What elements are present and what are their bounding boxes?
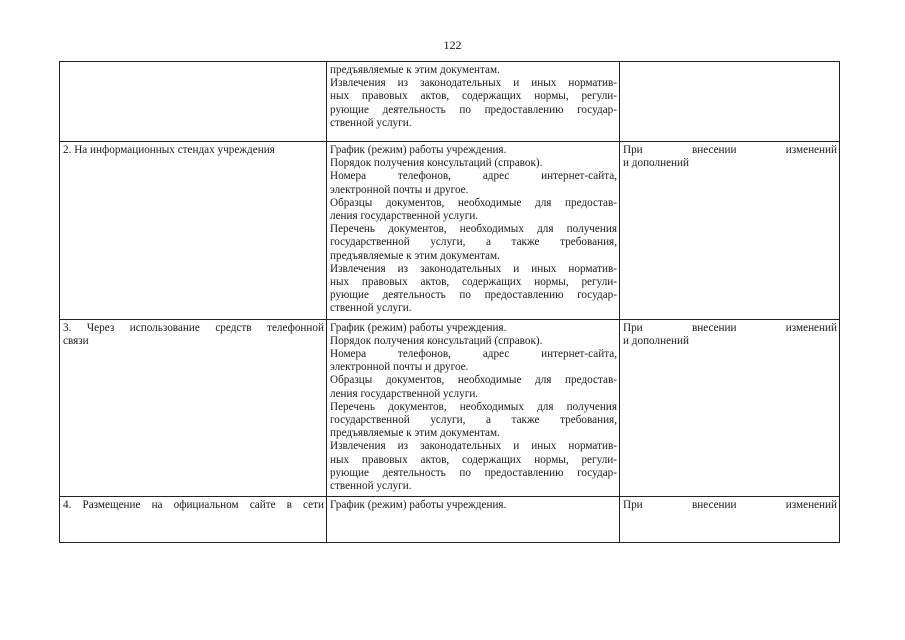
info-cell bbox=[327, 497, 620, 543]
info-line: электронной почты и другое. bbox=[330, 361, 469, 374]
info-line: государственной услуги, а также требования, bbox=[330, 414, 617, 427]
info-line: ных правовых актов, содержащих нормы, регули- bbox=[330, 453, 617, 466]
info-line: График (режим) работы учреждения. bbox=[330, 144, 507, 156]
info-line: Номера телефонов, адрес интернет-сайта, bbox=[330, 170, 617, 183]
info-line: Перечень документов, необходимых для получения bbox=[330, 223, 617, 236]
table-row bbox=[60, 319, 840, 497]
frequency-line: и дополнений bbox=[623, 334, 689, 347]
info-line: предъявляемые к этим документам. bbox=[330, 64, 500, 76]
info-line: Извлечения из законодательных и иных норматив- bbox=[330, 440, 617, 453]
info-line: Образцы документов, необходимые для предостав- bbox=[330, 374, 617, 387]
info-line: ственной услуги. bbox=[330, 116, 412, 129]
info-line: Порядок получения консультаций (справок). bbox=[330, 334, 543, 347]
info-line: ления государственной услуги. bbox=[330, 387, 479, 400]
info-cell bbox=[327, 319, 620, 497]
info-line: Порядок получения консультаций (справок). bbox=[330, 157, 543, 170]
frequency-cell bbox=[620, 319, 840, 497]
method-line: 3. Через использование средств телефонной bbox=[63, 321, 324, 334]
method-cell bbox=[60, 319, 327, 497]
frequency-line: и дополнений bbox=[623, 157, 689, 170]
method-line: 4. Размещение на официальном сайте в сети bbox=[63, 499, 324, 512]
info-line: рующие деятельность по предоставлению государ- bbox=[330, 103, 617, 116]
info-line: рующие деятельность по предоставлению государ- bbox=[330, 466, 617, 479]
method-line: связи bbox=[63, 334, 89, 347]
method-cell bbox=[60, 62, 327, 142]
information-table bbox=[59, 61, 840, 543]
frequency-line: При внесении изменений bbox=[623, 144, 837, 156]
info-line: Извлечения из законодательных и иных норматив- bbox=[330, 262, 617, 275]
info-line: предъявляемые к этим документам. bbox=[330, 249, 500, 262]
info-line: Образцы документов, необходимые для предостав- bbox=[330, 196, 617, 209]
info-line: ления государственной услуги. bbox=[330, 210, 479, 223]
table-row bbox=[60, 142, 840, 320]
info-line: электронной почты и другое. bbox=[330, 183, 469, 196]
info-line: предъявляемые к этим документам. bbox=[330, 427, 500, 440]
frequency-line: При внесении изменений bbox=[623, 321, 837, 334]
table-body bbox=[60, 62, 840, 543]
frequency-cell bbox=[620, 142, 840, 320]
table-row bbox=[60, 62, 840, 142]
info-line: ственной услуги. bbox=[330, 480, 412, 493]
info-line: Номера телефонов, адрес интернет-сайта, bbox=[330, 348, 617, 361]
info-line: График (режим) работы учреждения. bbox=[330, 321, 507, 334]
frequency-cell bbox=[620, 62, 840, 142]
info-cell bbox=[327, 142, 620, 320]
frequency-cell bbox=[620, 497, 840, 543]
method-cell bbox=[60, 497, 327, 543]
info-cell bbox=[327, 62, 620, 142]
method-cell bbox=[60, 142, 327, 320]
page-number: 122 bbox=[443, 38, 462, 52]
info-line: ных правовых актов, содержащих нормы, регули- bbox=[330, 276, 617, 289]
info-line: Перечень документов, необходимых для получения bbox=[330, 400, 617, 413]
info-line: государственной услуги, а также требования, bbox=[330, 236, 617, 249]
info-line: Извлечения из законодательных и иных норматив- bbox=[330, 77, 617, 90]
info-line: ных правовых актов, содержащих нормы, регули- bbox=[330, 90, 617, 103]
info-line: ственной услуги. bbox=[330, 302, 412, 315]
method-line: 2. На информационных стендах учреждения bbox=[63, 144, 275, 156]
info-line: График (режим) работы учреждения. bbox=[330, 499, 507, 512]
info-line: рующие деятельность по предоставлению государ- bbox=[330, 289, 617, 302]
table-row bbox=[60, 497, 840, 543]
frequency-line: При внесении изменений bbox=[623, 499, 837, 512]
